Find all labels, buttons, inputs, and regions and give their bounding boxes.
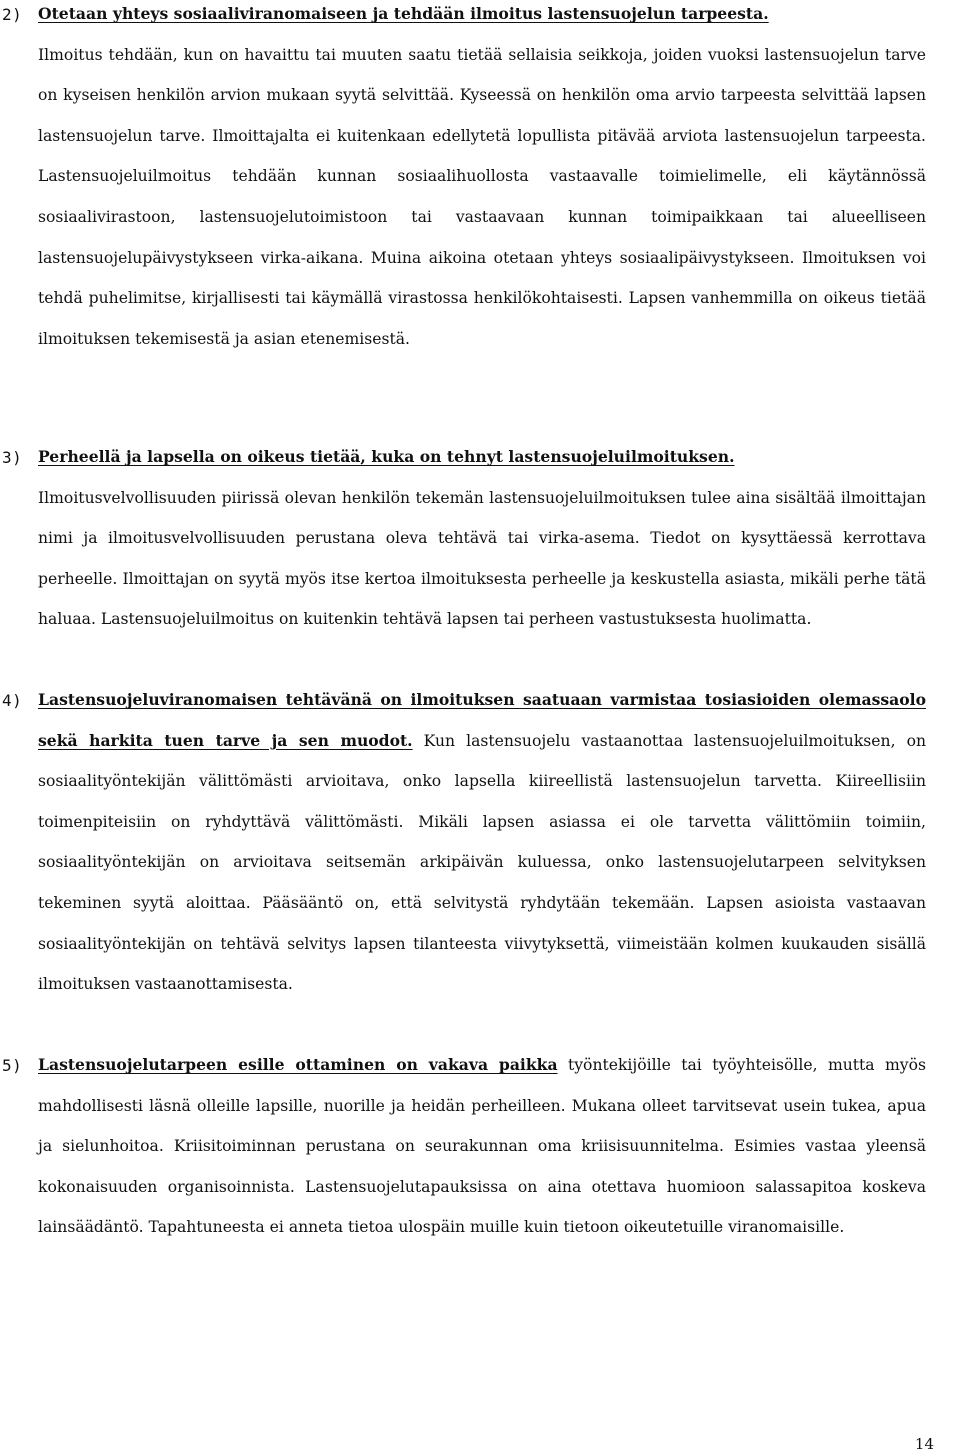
page-number: 14 xyxy=(914,1435,934,1453)
list-item-4 xyxy=(0,680,960,1005)
list-number: 4) xyxy=(2,691,23,710)
item-text: Kun lastensuojelu vastaanottaa lastensuojeluilmoituksen, on sosiaalityöntekijän välittömästi arvioitava, onko lapsella kiireellistä lastensuojelun tarvetta. Kiireellisiin toimenpiteisiin on ryhdyttävä välittömästi. Mikäli lapsen asiassa ei ole tarvetta välittömiin toimiin, sosiaalityöntekijän on arvioitava seitsemän arkipäivän kuluessa, onko lastensuojelutarpeen selvityksen tekeminen syytä aloittaa. Pääsääntö on, että selvitystä ryhdytään tekemään. Lapsen asioista vastaavan sosiaalityöntekijän on tehtävä selvitys lapsen tilanteesta viivytyksettä, viimeistään kolmen kuukauden sisällä ilmoituksen vastaanottamisesta. xyxy=(38,731,926,994)
item-text: Ilmoitus tehdään, kun on havaittu tai muuten saatu tietää sellaisia seikkoja, joiden vuoksi lastensuojelun tarve on kyseisen henkilön arvion mukaan syytä selvittää. Kyseessä on henkilön oma arvio tarpeesta selvittää lapsen lastensuojelun tarve. Ilmoittajalta ei kuitenkaan edellytetä lopullista pitävää arviota lastensuojelun tarpeesta. Lastensuojeluilmoitus tehdään kunnan sosiaalihuollosta vastaavalle toimielimelle, eli käytännössä sosiaalivirastoon, lastensuojelutoimistoon tai vastaavaan kunnan toimipaikkaan tai alueelliseen lastensuojelupäivystykseen virka-aikana. Muina aikoina otetaan yhteys sosiaalipäivystykseen. Ilmoituksen voi tehdä puhelimitse, kirjallisesti tai käymällä virastossa henkilökohtaisesti. Lapsen vanhemmilla on oikeus tietää ilmoituksen tekemisestä ja asian etenemisestä. xyxy=(38,45,926,348)
item-heading: Lastensuojelutarpeen esille ottaminen on vakava paikka xyxy=(38,1055,558,1074)
list-number: 3) xyxy=(2,448,23,467)
list-item-3 xyxy=(0,437,960,640)
list-number: 5) xyxy=(2,1056,23,1075)
list-item-body xyxy=(38,1045,926,1248)
item-text: työntekijöille tai työyhteisölle, mutta myös mahdollisesti läsnä olleille lapsille, nuorille ja heidän perheilleen. Mukana olleet tarvitsevat usein tukea, apua ja sielunhoitoa. Kriisitoiminnan perustana on seurakunnan oma kriisisuunnitelma. Esimies vastaa yleensä kokonaisuuden organisoinnista. Lastensuojelutapauksissa on aina otettava huomioon salassapitoa koskeva lainsäädäntö. Tapahtuneesta ei anneta tietoa ulospäin muille kuin tietoon oikeutetuille viranomaisille. xyxy=(38,1056,926,1237)
list-item-5 xyxy=(0,1045,960,1248)
item-heading: Perheellä ja lapsella on oikeus tietää, kuka on tehnyt lastensuojeluilmoituksen. xyxy=(38,447,735,466)
item-heading: Lastensuojeluviranomaisen tehtävänä on ilmoituksen saatuaan varmistaa tosiasioiden olemassaolo sekä harkita tuen tarve ja sen muodot. xyxy=(38,690,926,750)
item-text: Ilmoitusvelvollisuuden piirissä olevan henkilön tekemän lastensuojeluilmoituksen tulee aina sisältää ilmoittajan nimi ja ilmoitusvelvollisuuden perustana oleva tehtävä tai virka-asema. Tiedot on kysyttäessä kerrottava perheelle. Ilmoittajan on syytä myös itse kertoa ilmoituksesta perheelle ja keskustella asiasta, mikäli perhe tätä haluaa. Lastensuojeluilmoitus on kuitenkin tehtävä lapsen tai perheen vastustuksesta huolimatta. xyxy=(38,488,926,629)
list-item-body xyxy=(38,437,926,640)
item-heading: Otetaan yhteys sosiaaliviranomaiseen ja tehdään ilmoitus lastensuojelun tarpeesta. xyxy=(38,4,769,23)
list-item-2 xyxy=(0,0,960,359)
list-item-body xyxy=(38,0,926,359)
list-item-body xyxy=(38,680,926,1005)
list-number: 2) xyxy=(2,5,23,24)
